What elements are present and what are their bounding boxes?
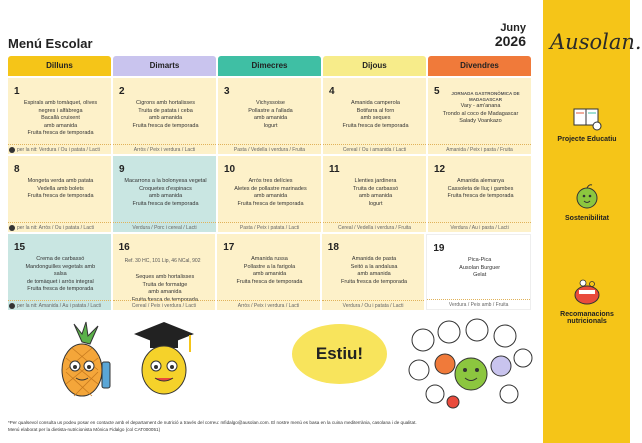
- day-cell[interactable]: [113, 78, 216, 154]
- apple-character-icon: [570, 182, 604, 212]
- day-number: 16: [118, 242, 130, 253]
- day-cell[interactable]: [8, 234, 111, 310]
- book-hand-icon: [570, 103, 604, 133]
- page-title: Menú Escolar: [8, 36, 93, 51]
- dinner-suggestion-text: Cereal / Ou i amanida / Lacti: [342, 147, 407, 153]
- dinner-suggestion: [8, 222, 111, 232]
- moon-clock-icon: [9, 303, 15, 309]
- dinner-suggestion: [113, 222, 216, 232]
- dish-list: Macarrons a la bolonyesa vegetal Croquetes d'espinacs amb amanida Fruita fresca de temporada: [124, 178, 207, 207]
- dish-list: Amanida russa Pollastre a la farigola amb amanida Fruita fresca de temporada: [236, 256, 303, 285]
- dinner-suggestion: [218, 144, 321, 154]
- dinner-suggestion: [427, 299, 530, 309]
- week-row: [8, 156, 531, 232]
- dinner-suggestion-text: Arròs / Peix i verdura / Lacti: [237, 303, 300, 309]
- dish-list: Llenties jardinera Truita de carbassó amb amanida Iogurt: [352, 178, 399, 207]
- weekday-header-row: [8, 56, 531, 76]
- day-number: 11: [329, 164, 340, 175]
- weekday-header: Divendres: [428, 56, 531, 76]
- sidebar-item-sostenibilitat[interactable]: [548, 182, 626, 222]
- dish-list: Arròs tres delícies Aletes de pollastre marinades amb amanida Fruita fresca de temporada: [234, 178, 307, 207]
- day-number: 3: [224, 86, 230, 97]
- year-label: 2026: [494, 33, 526, 49]
- kids-group-illustration: [405, 318, 535, 415]
- day-cell[interactable]: [8, 156, 111, 232]
- dinner-suggestion: [217, 300, 320, 310]
- dinner-suggestion: [113, 144, 216, 154]
- moon-clock-icon: [9, 225, 15, 231]
- sidebar-item-label: Projecte Educatiu: [557, 136, 617, 143]
- week-row: [8, 234, 531, 310]
- day-number: 15: [14, 242, 26, 253]
- day-number: 8: [14, 164, 20, 175]
- dinner-suggestion-text: per la nit: Verdura / Ou i patata / Lacti: [17, 147, 100, 153]
- dinner-suggestion-text: Amanida / Peix i pasta / Fruita: [446, 147, 513, 153]
- dinner-suggestion-text: Pasta / Peix i patata / Lacti: [239, 225, 300, 231]
- dinner-suggestion: [218, 222, 321, 232]
- dish-list: Amanida alemanya Cassoleta de lluç i gambes Fruita fresca de temporada: [447, 178, 514, 200]
- dinner-suggestion: [323, 222, 426, 232]
- weekday-header: Dijous: [323, 56, 426, 76]
- dinner-suggestion: [8, 144, 111, 154]
- day-cell[interactable]: [113, 156, 216, 232]
- day-number: 5: [434, 86, 440, 97]
- dish-list: Mongeta verda amb patata Vedella amb bolets Fruita fresca de temporada: [27, 178, 94, 200]
- dish-list: Vary - am'anana Trondo al coco de Madagascar Salady Voankazo: [442, 103, 519, 125]
- dinner-suggestion-text: Verdura / Porc i cereal / Lacti: [132, 225, 197, 231]
- mouth-food-icon: [570, 278, 604, 308]
- day-cell[interactable]: [217, 234, 320, 310]
- dinner-suggestion-text: Cereal / Vedella i verdura / Fruita: [337, 225, 412, 231]
- sidebar-item-recomanacions[interactable]: [548, 278, 626, 325]
- dinner-suggestion-text: per la nit: Arròs / Ou i patata / Lacti: [17, 225, 94, 231]
- day-cell[interactable]: [113, 234, 216, 310]
- day-cell[interactable]: [322, 234, 425, 310]
- day-number: 2: [119, 86, 125, 97]
- dinner-suggestion: [323, 144, 426, 154]
- dinner-suggestion: [428, 222, 531, 232]
- day-cell[interactable]: [428, 156, 531, 232]
- brand-logo: Ausolan.: [550, 30, 642, 54]
- dinner-suggestion: [113, 300, 216, 310]
- dinner-suggestion-text: per la nit: Amanida / Au i patata / Lacti: [17, 303, 101, 309]
- dinner-suggestion-text: Arròs / Peix i verdura / Lacti: [133, 147, 196, 153]
- dish-list: Amanida de pasta Seitó a la andalusa amb amanida Fruita fresca de temporada: [341, 256, 408, 285]
- dish-list: Cigrons amb hortalisses Truita de patata i ceba amb amanida Fruita fresca de temporada: [132, 100, 199, 129]
- dinner-suggestion: [322, 300, 425, 310]
- day-cell[interactable]: [323, 156, 426, 232]
- day-cell[interactable]: [218, 78, 321, 154]
- dinner-suggestion-text: Verdura / Au i pasta / Lacti: [450, 225, 509, 231]
- day-number: 10: [224, 164, 236, 175]
- menu-calendar: [8, 56, 531, 310]
- dish-list: Crema de carbassó Mandonguilles vegetals amb salsa de tomàquet i arròs integral Fruita fresca de temporada: [25, 256, 96, 293]
- day-number: 4: [329, 86, 335, 97]
- footnote-contact: *Per qualsevol consulta us podeu posar en contacte amb el departament de nutrició a través del correu: mfidalgo@ausolan.com. El nostre menú es basa en la cuina mediterrània, casolana i de qualitat.: [8, 420, 417, 425]
- pineapple-mascot: [52, 322, 112, 413]
- day-number: 1: [14, 86, 20, 97]
- dish-list: Espirals amb tomàquet, olives negres i alfàbrega Bacallà cruixent amb amanida Fruita fresca de temporada: [23, 100, 98, 137]
- summer-speech-bubble: Estiu!: [292, 324, 387, 384]
- graduate-mascot: [128, 318, 198, 409]
- day-cell[interactable]: [323, 78, 426, 154]
- dish-list: Pica-Pica Ausolan Burguer Gelat: [459, 257, 501, 279]
- day-number: 12: [434, 164, 446, 175]
- footnote: [8, 419, 528, 433]
- sidebar-item-label: Sostenibilitat: [565, 215, 609, 222]
- dinner-suggestion: [8, 300, 111, 310]
- dinner-suggestion-text: Verdura / Peix amb / Fruita: [448, 302, 509, 308]
- nutrition-notice: Ref. 30 HC, 101 Lip, 46 NCal, 902: [124, 258, 201, 264]
- sidebar-item-projecte-educatiu[interactable]: [548, 103, 626, 143]
- week-row: [8, 78, 531, 154]
- dish-list: Vichyssoise Pollastre a l'allada amb amanida Iogurt: [248, 100, 293, 129]
- day-number: 9: [119, 164, 125, 175]
- weekday-header: Dimecres: [218, 56, 321, 76]
- day-number: 18: [327, 242, 339, 253]
- dinner-suggestion: [428, 144, 531, 154]
- dinner-suggestion-text: Verdura / Ou i patata / Lacti: [342, 303, 404, 309]
- dinner-suggestion-text: Cereal / Peix i verdura / Lacti: [131, 303, 196, 309]
- day-cell[interactable]: [218, 156, 321, 232]
- day-cell[interactable]: [428, 78, 531, 154]
- month-label: Juny: [500, 22, 526, 34]
- dish-list: Amanida camperola Botifarra al forn amb seques Fruita fresca de temporada: [342, 100, 409, 129]
- moon-clock-icon: [9, 147, 15, 153]
- day-cell[interactable]: [8, 78, 111, 154]
- day-number: 19: [433, 243, 445, 254]
- weekday-header: Dimarts: [113, 56, 216, 76]
- footnote-author: Menú elaborat per la dietista-nutricionista Mònica Fidalgo (col CAT000051): [8, 427, 161, 432]
- day-number: 17: [223, 242, 235, 253]
- day-cell[interactable]: [426, 234, 531, 310]
- weekday-header: Dilluns: [8, 56, 111, 76]
- special-event-label: JORNADA GASTRONÒMICA DE MADAGASCAR: [451, 91, 520, 102]
- sidebar-item-label: Recomanacions nutricionals: [560, 311, 614, 325]
- dish-list: Seques amb hortalisses Truita de formatge amb amanida Fruita fresca de temporada: [131, 274, 198, 303]
- dinner-suggestion-text: Pasta / Vedella i verdura / Fruita: [233, 147, 306, 153]
